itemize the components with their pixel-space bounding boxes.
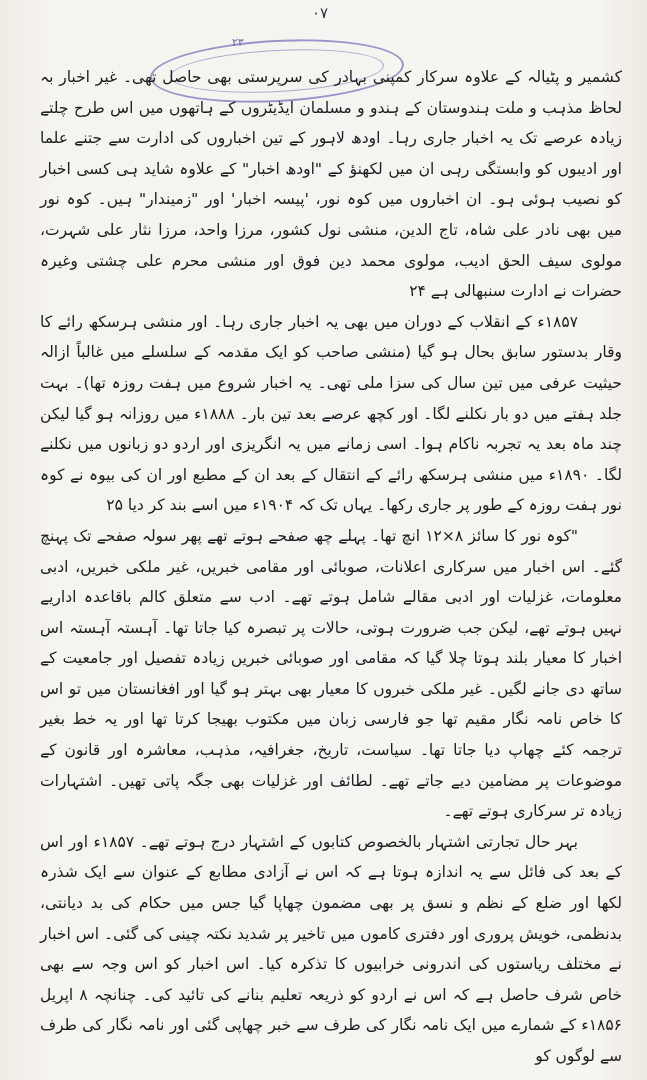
body-text (40, 62, 622, 1072)
paragraph-2: ۱۸۵۷ء کے انقلاب کے دوران میں بھی یہ اخبار جاری رہا۔ اور منشی ہرسکھ رائے کا وقار بدستور سابق بحال ہو گیا (منشی صاحب کو ایک مقدمہ کے سلسلے میں غالباً ازالہ حیثیت عرفی میں تین سال کی سزا ملی تھی۔ یہ اخبار شروع میں ہفت روزہ تھا)۔ بہت جلد ہفتے میں دو بار نکلنے لگا۔ اور کچھ عرصے بعد تین بار۔ ۱۸۸۸ء میں روزانہ ہو گیا لیکن چند ماہ بعد یہ تجربہ ناکام ہوا۔ اسی زمانے میں یہ انگریزی اور اردو دو زبانوں میں نکلنے لگا۔ ۱۸۹۰ء میں منشی ہرسکھ رائے کے انتقال کے بعد ان کے مطبع اور ان کی بیوہ نے کوہ نور ہفت روزہ کے طور پر جاری رکھا۔ یہاں تک کہ ۱۹۰۴ء میں اسے بند کر دیا ۲۵ (40, 312, 622, 515)
stamp-number: ۲۳ (232, 36, 244, 49)
paragraph-4: بہر حال تجارتی اشتہار بالخصوص کتابوں کے اشتہار درج ہوتے تھے۔ ۱۸۵۷ء اور اس کے بعد کی فائل سے یہ اندازہ ہوتا ہے کہ اس نے آزادی مطابع کے عنوان سے ایک شذرہ لکھا اور ضلع کے نظم و نسق پر بھی مضمون چھاپا گیا جس میں حکام کی بد دیانتی، بدنظمی، خویش پروری اور دفتری کاموں میں تاخیر پر شدید نکتہ چینی کی گئی۔ اس اخبار نے مختلف ریاستوں کی اندرونی خرابیوں کا تذکرہ کیا۔ اس اخبار کو اس وجہ سے بھی خاص شرف حاصل ہے کہ اس نے اردو کو ذریعہ تعلیم بنانے کی تائید کی۔ چنانچہ ۸ اپریل ۱۸۵۶ء کے شمارے میں ایک نامہ نگار کی طرف سے خبر چھاپی گئی اور نامہ نگار کی طرف سے لوگوں کو (40, 832, 622, 1065)
paragraph-1: کشمیر و پٹیالہ کے علاوہ سرکار کمپنی بہادر کی سرپرستی بھی حاصل تھی۔ غیر اخبار بہ لحاظ مذہب و ملت ہندوستان کے ہندو و مسلمان ایڈیٹروں کے ہاتھوں میں اس طرح چلتے زیادہ عرصے تک یہ اخبار جاری رہا۔ اودھ لاہور کے تین اخباروں کی ادارت سے جتنے علما اور ادیبوں کو وابستگی رہی ان میں لکھنؤ کے "اودھ اخبار" کے علاوہ شاید ہی کسی اخبار کو نصیب ہوئی ہو۔ ان اخباروں میں کوہ نور، 'پیسہ اخبار' اور "زمیندار" ہیں۔ کوہ نور میں بھی نادر علی شاہ، تاج الدین، منشی نول کشور، مرزا واحد، مرزا نثار علی شہرت، مولوی سیف الحق ادیب، مولوی محمد دین فوق اور منشی محرم علی چشتی وغیرہ حضرات نے ادارت سنبھالی ہے ۲۴ (40, 68, 622, 301)
paragraph-3: "کوہ نور کا سائز ۸×۱۲ انچ تھا۔ پہلے چھ صفحے ہوتے تھے پھر سولہ صفحے تک پہنچ گئے۔ اس اخبار میں سرکاری اعلانات، صوبائی اور مقامی خبریں، غیر ملکی خبریں، ادبی معلومات، غزلیات اور ادبی مقالے شامل ہوتے تھے۔ ادب سے متعلق کالم باقاعدہ اداریے نہیں ہوتے تھے، لیکن جب ضرورت ہوتی، حالات پر تبصرہ کیا جاتا تھا۔ آہستہ آہستہ اس اخبار کا معیار بلند ہوتا چلا گیا کہ مقامی اور صوبائی خبریں زیادہ تفصیل اور جامعیت کے ساتھ دی جانے لگیں۔ غیر ملکی خبروں کا معیار بھی بہتر ہو گیا اور افغانستان میں تو اس کا خاص نامہ نگار مقیم تھا جو فارسی زبان میں مکتوب بھیجا کرتا تھا اور یہ خط بغیر ترجمہ کئے چھاپ دیا جاتا تھا۔ سیاست، تاریخ، جغرافیہ، مذہب، معاشرہ اور قانون کے موضوعات پر مضامین دیے جاتے تھے۔ لطائف اور غزلیات بھی جگہ پاتی تھیں۔ اشتہارات زیادہ تر سرکاری ہوتے تھے۔ (40, 526, 622, 821)
page-number: ۰۷ (311, 4, 329, 22)
